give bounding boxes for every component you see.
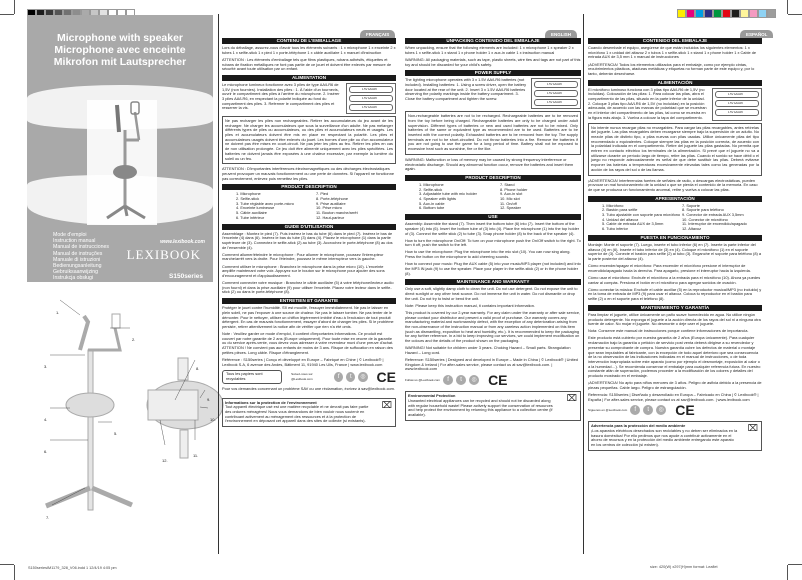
env-title: Informations sur la protection de l'environnement — [225, 399, 317, 405]
manual-section — [588, 196, 762, 232]
battery-compartment-figure — [712, 88, 762, 121]
title-fr: Microphone avec enceinte — [54, 44, 186, 56]
parts-list-item: 2. Bastón para selfie — [602, 207, 638, 213]
crop-mark — [14, 0, 15, 14]
part-label: 12. — [162, 458, 168, 463]
product-parts-diagram — [40, 310, 220, 520]
title-de: Mikrofon mit Lautsprecher — [53, 56, 187, 68]
parts-list-item: 6. Tubo inferior — [602, 226, 628, 232]
crop-mark — [788, 14, 802, 15]
parts-list-item: 8. Soporte para teléfono — [682, 207, 724, 213]
section-heading: PUESTA EN FUNCIONAMIENTO — [588, 235, 762, 241]
paragraph: WARNING: Malfunction or loss of memory may be caused by strong frequency interference or electrostatic discharge. Should any abnormal function occur, remove the batteries and insert them again. — [405, 156, 574, 172]
color-swatch — [686, 9, 695, 18]
manual-section — [222, 298, 396, 427]
battery-cell: 1.5V AA/LR6 — [715, 91, 759, 98]
language-item: Priročnik z navodili — [53, 281, 97, 288]
section-heading: MAINTENANCE AND WARRANTY — [405, 279, 581, 285]
crop-mark — [14, 565, 15, 580]
instagram-icon: ◎ — [469, 375, 479, 385]
part-label: 2. — [132, 337, 136, 342]
paragraph: Cómo encender/apagar el micrófono: Para encender el micrófono presione el interruptor de encendido/apagado hacia la derecha. Para apagarlo, presione el interruptor hacia la izquierda. — [588, 263, 751, 273]
section-heading: CONTENIDO DEL EMBALAJE — [588, 38, 762, 44]
manual-section — [222, 184, 396, 220]
battery-cell: 1.5V AA/LR6 — [349, 86, 393, 93]
language-tab: FRANÇAIS — [360, 30, 395, 38]
reference-info: Référence : S150series | Conçu et développé en Europe – Fabriqué en Chine | © Lexibook® | Lexibook S.A, 6 avenue des Andes, Bâtiment 11, 91940 Les Ulis, France | www.lexibook.com — [222, 356, 384, 367]
paragraph: Note: Please keep this instruction manual, it contains important information. — [405, 302, 535, 308]
facebook-icon: f — [630, 405, 640, 415]
section-heading: CONTENU DE L'EMBALLAGE — [222, 38, 396, 44]
parts-list-item: 11. Bouton marche/arrêt — [316, 210, 358, 216]
parts-list-item: 4. Enceinte lumineuse — [236, 205, 275, 211]
color-swatch — [758, 9, 767, 18]
lexibook-logo: LEXIBOOK — [126, 247, 201, 262]
part-label: 10. — [210, 417, 216, 422]
manual-column — [405, 35, 581, 421]
parts-list-item: 3. Adjustable tube with mic holder — [419, 191, 477, 197]
section-heading: ALIMENTACIÓN — [588, 80, 762, 86]
parts-list-item: 11. On/off — [500, 200, 517, 206]
parts-list-item: 11. Interruptor de encendido/apagado — [682, 221, 747, 227]
language-item: Manual de instrucciones — [53, 244, 109, 251]
parts-list-item: 4. Speaker with lights — [419, 196, 456, 202]
part-label: 6. — [44, 449, 48, 454]
parts-list-item: 10. Mic slot — [500, 196, 520, 202]
language-item: Manuale di istruzioni — [53, 256, 101, 263]
file-info: S150seriesIM1179_328_V06.indd 1 12/4/19 4:05 pm — [28, 566, 117, 570]
paragraph: ATTENTION : D'importantes interférences électromagnétiques ou des décharges électrostatiques peuvent provoquer un mauvais fonctionnement ou une perte de données. Si l'appareil ne fonctionne pas correctement, enlevez puis remettez les piles. — [222, 166, 395, 181]
paragraph: Pour vos demandes concernant un problème SAV ou une réclamation, écrivez à sav@lexibook.com. — [222, 385, 395, 391]
paragraph: When unpacking, ensure that the following elements are included: 1 x microphone 1 x speaker 2 x tubes 1 x selfie-stick 1 x stand 1 x phone holder 1 x aux-in cable 1 x instruction manual — [405, 45, 574, 55]
parts-list-item: 8. Phone holder — [500, 186, 528, 192]
battery-installation — [222, 83, 396, 114]
parts-list-item: 2. Selfie-stick — [236, 196, 260, 202]
paragraph: Cómo conectar la música: Enchufe el cable auxiliar (5) en la reproductor musical/MP3 (no incluido) y en la toma de entrada de MP3 (9) para usar el altavoz. Coloca tu reproductor en el bastón para selfie (2) o en el soporte para el teléfono (8). — [588, 286, 762, 302]
env-title: Environmental Protection — [408, 393, 456, 399]
manual-section — [588, 235, 762, 302]
color-swatch — [749, 9, 758, 18]
parts-list-item: 12. Altavoz — [682, 226, 702, 232]
facebook-icon: f — [443, 375, 453, 385]
section-heading: MANTENIMIENTO Y GARANTÍA — [588, 305, 762, 311]
color-swatch — [740, 9, 749, 18]
environmental-notice — [588, 421, 762, 451]
section-heading: PRODUCT DESCRIPTION — [222, 184, 396, 190]
ce-mark-icon: CE — [488, 371, 508, 388]
part-label: 8. — [196, 366, 200, 371]
parts-list-item: 9. Aux-in slot — [500, 191, 523, 197]
instagram-icon: ◎ — [656, 405, 666, 415]
manual-section — [405, 38, 581, 67]
manual-section — [405, 279, 581, 420]
parts-list-item: 12. Haut-parleur — [316, 214, 345, 220]
battery-installation — [588, 88, 762, 121]
follow-us-label: Suivez-nous sur @Lexibook.com — [291, 372, 313, 382]
parts-list-item: 3. Tubo ajustable con soporte para micrófono — [602, 212, 681, 218]
crop-mark — [787, 0, 788, 14]
battery-cell: 1.5V AA/LR6 — [534, 99, 578, 106]
env-text: Unwanted electrical appliances can be recycled and should not be discarded along with regular household waste! Please actively support the conservation of resources and help protect the environment by returning this appliance to a collection centre (if available). — [408, 397, 553, 417]
color-swatch — [704, 9, 713, 18]
battery-cell: 1.5V AA/LR6 — [715, 100, 759, 107]
env-text: Tout appareil électrique usé est une matière recyclable et ne devrait pas faire partie des ordures ménagères! Nous vous demandons de bien vouloir nous soutenir en contribuant activement au ménagement des ressources et à la protection de l'environnement en déposant cet appareil dans des sites de collecte (si existants). — [225, 404, 369, 424]
language-item: Instruction manual — [53, 238, 96, 245]
color-swatch — [713, 9, 722, 18]
parts-list-item: 6. Tube inférieur — [236, 214, 265, 220]
battery-cell: 1.5V AA/LR6 — [534, 81, 578, 88]
battery-instructions: The lighting microphone operates with 3 x 1.5V AA/LR6 batteries (not included). Installing batteries: 1. Using a screw driver, open the battery door located at the rear of the unit. 2. Insert 3 x 1.5V AA/LR6 batteries observing the polarity markings inside the battery compartment. 3. Close the battery compartment and tighten the screw. — [405, 77, 527, 102]
crossed-bin-icon: ⌧ — [381, 399, 392, 410]
battery-warning-box: Ne pas recharger les piles non rechargeables. Retirer les accumulateurs du jeu avant de les recharger. Ne charger les accumulateurs que sous la surveillance d'un adulte. Ne pas mélanger différents types de piles ou accumulateurs, ou des piles et accumulateurs neufs et usagés. Les piles et accumulateurs doivent être mis en place en respectant la polarité. Les piles et accumulateurs usagés doivent être enlevés du jouet. Les bornes d'une pile ou d'un accumulateur ne doivent pas être mises en court-circuit. Ne pas jeter les piles au feu. Retirer les piles en cas de non utilisation prolongée. Ce jeu doit être alimenté uniquement avec les piles spécifiées. Les batteries ne doivent jamais être exposées à une chaleur excessive, par exemple la lumière du soleil ou un feu. — [222, 116, 396, 164]
parts-list — [588, 204, 762, 232]
section-heading: UNPACKING CONTENIDO DEL EMBALAJE — [405, 38, 581, 44]
parts-list-item: 5. Aux-in cable — [419, 200, 445, 206]
parts-list — [222, 192, 396, 220]
color-swatch — [767, 9, 776, 18]
environmental-notice — [222, 398, 396, 428]
paragraph: Comment utiliser le microphone : Branchez le microphone dans la prise micro (10). L'enceinte amplifie maintenant votre voix. Appuyez sur le bouton sur le microphone pour ajouter des sons d'encouragement et d'applaudissement. — [222, 263, 385, 278]
manual-section — [405, 70, 581, 172]
paragraph: WARNING: All packaging materials, such as tape, plastic sheets, wire ties and tags are not part of this toy and should be discarded for your child's safety. — [405, 56, 581, 67]
manual-section — [588, 38, 762, 77]
section-heading: GUIDE D'UTILISATION — [222, 224, 396, 230]
manual-section — [222, 75, 396, 181]
parts-list-item: 8. Porte-téléphone — [316, 196, 349, 202]
paragraph: WARNING! Not suitable for children under 3 years. Choking Hazard – Small parts. Strangulation Hazard – Long cord. — [405, 345, 571, 355]
follow-us-label: Síguenos en @Lexibook.com — [588, 407, 628, 412]
parts-list-item: 2. Selfie-stick — [419, 186, 443, 192]
battery-cell: 1.5V AA/LR6 — [349, 95, 393, 102]
paragraph: Para limpiar el juguete, utilice únicamente un paño suave humedecido en agua. No utilice ningún producto detergente. No exponga el juguete a la acción directa de los rayos del sol ni a ninguna otra fuente de calor. No mojar el juguete. No desmonte o deje caer el juguete. — [588, 311, 761, 327]
parts-list-item: 12. Speaker — [500, 205, 521, 211]
ce-mark-icon: CE — [675, 401, 695, 418]
section-heading: APRESENTACIÓN — [588, 196, 762, 202]
paragraph: Only use a soft, slightly damp cloth to clean the unit. Do not use detergent. Do not expose the unit to direct sunlight or any other heat source. Do not immerse the unit in water. Do not dismantle or drop the unit. Do not try to twist or bend the unit. — [405, 286, 578, 301]
language-item: Instrukcja obsługi — [53, 275, 94, 282]
part-label: 5. — [114, 431, 118, 436]
paragraph: This product is covered by our 2-year warranty. For any claim under the warranty or after sale service, please contact your distributor and present a valid proof of purchase. Our warranty covers any manufacturing material and workmanship defect, with the exception of any deterioration arising from the non-observance of the instruction manual or from any careless action implemented on this item (such as dismantling, exposition to heat and humidity, etc.). It is recommended to keep the packaging for any further reference. In a bid to keep improving our services, we could implement modification on the colours and the details of the product shown on the packaging. — [405, 309, 581, 344]
paragraph: Cuando desembale el equipo, asegúrese de que están incluidos los siguientes elementos: 1 x micrófono 1 x unidad del altavoz 2 x tubos 1 x selfie-stick 1 x stand 1 x phone holder 1 x Cable de entrada AUX de 3,5 mm 1 x manual de instrucciones — [588, 45, 757, 60]
title-en: Microphone with speaker — [56, 32, 184, 44]
part-label: 7. — [46, 515, 50, 520]
battery-instructions: Le microphone lumineux fonctionne avec 3 piles de type AA/LR6 de 1,5V (non fournies). Installation des piles : 1. À l'aide d'un tournevis, ouvrir le compartiment des piles à l'arrière du microphone. 2. Insérer 3 piles AA/LR6, en respectant la polarité indiquée au fond du compartiment des piles. 3. Refermer le compartiment des piles et resserrer la vis. — [222, 81, 340, 111]
language-item: Bedienungsanleitung — [53, 263, 102, 270]
language-tab: ESPAÑOL — [740, 30, 773, 38]
twitter-icon: t — [346, 372, 355, 382]
cover-title — [27, 32, 213, 68]
battery-instructions: El micrófono luminoso funciona con 3 pilas tipo AA/LR6 de 1,5V (no incluidas). Colocación de las pilas: 1. Para colocar las pilas, abra el compartimento de las pilas, situado en la parte inferior de la unidad. 2. Coloque 3 pilas tipo AA/LR6 de 1,5V (no incluidas) en la posición adecuada, de acuerdo con las marcas de polaridad que se muestran en el interior del compartimento de las pilas, tal como se muestra en la figura más abajo. 3. Vuelva a colocar la tapa del compartimento. — [588, 86, 707, 120]
paragraph: Protéger le jouet contre l'humidité. S'il est mouillé, l'essuyer immédiatement. Ne pas le laisser en plein soleil, ne pas l'exposer à une source de chaleur. Ne pas le laisser tomber. Ne pas tenter de le démonter. Pour le nettoyer, utiliser un chiffon légèrement imbibé d'eau à l'exclusion de tout produit détergent. En cas de mauvais fonctionnement, essayer d'abord de changer les piles. Si le problème persiste, retirer attentivement la notice afin de vérifier que rien n'a été omis. — [222, 305, 394, 329]
paragraph: Cómo usar el micrófono: Enchufe el micrófono a la entrada para el micrófono (10). Ahora ya puedes cantar al compás. Presiona el botón en el micrófono para agregar sonidos de ovación. — [588, 274, 761, 285]
cover-website: www.lexibook.com — [160, 239, 205, 245]
color-swatch — [722, 9, 731, 18]
parts-list-item: 1. Micrófono — [602, 202, 624, 208]
manual-section — [222, 38, 396, 72]
battery-compartment-figure — [346, 83, 396, 114]
paragraph: Lors du déballage, assurez-vous d'avoir tous les éléments suivants : 1 x microphone 1 x enceinte 2 x tubes 1 x selfie-stick 1 x pied 1 x porte-téléphone 1 x câble auxiliaire 1 x manuel d'instruction — [222, 45, 396, 55]
language-item: Gebruiksaanwijzing — [53, 269, 98, 276]
paragraph: How to connect your music: Plug the AUX cable (5) into your music/MP3 player (not included) and into the MP3 IN jack (9) to use the speaker. Place your player in the selfie-stick (2) or in the phone holder (8). — [405, 261, 581, 276]
paragraph: Comment allumer/éteindre le microphone : Pour allumer le microphone, poussez l'interrupteur marche/arrêt vers la droite. Pour l'éteindre, poussez le même interrupteur vers la gauche. — [222, 251, 384, 262]
battery-cell: 1.5V AA/LR6 — [534, 90, 578, 97]
manual-section — [405, 175, 581, 211]
section-heading: PRODUCT DESCRIPTION — [405, 175, 581, 181]
parts-list-item: 10. Conector de micrófono — [682, 216, 728, 222]
paragraph: ¡ADVERTENCIA! Todos los elementos utilizados para el embalaje, como por ejemplo cintas, recubrimientos plásticos, ataduras metálicas y etiquetas no forman parte de este equipo y, por lo tanto, deberán desecharse. — [588, 61, 755, 76]
series-label: S150series — [169, 273, 203, 280]
parts-list-item: 9. Conector de entrada AUX 3,5mm — [682, 212, 744, 218]
battery-compartment-figure — [531, 78, 581, 109]
parts-list-item: 3. Tube réglable avec porte-micro — [236, 200, 294, 206]
parts-list-item: 7. Pied — [316, 191, 329, 197]
color-swatch — [695, 9, 704, 18]
part-label: 4. — [44, 417, 48, 422]
cover-panel — [27, 15, 213, 288]
parts-list-item: 1. Microphone — [236, 191, 261, 197]
social-and-certification — [405, 371, 581, 388]
paragraph: ATTENTION : Les éléments d'emballage tels que films plastiques, rubans adhésifs, étiquettes et rubans de fixation métalliques ne font pas partie de ce jouet et doivent être enlevés par mesure de sécurité avant toute utilisation par un enfant. — [222, 56, 392, 72]
paragraph: Note : Veuillez garder ce mode d'emploi, il contient d'importantes informations. Ce produit est couvert par notre garantie de 2 ans (Europe uniquement). Pour toute mise en œuvre de la garantie ou du service après-vente, vous devez vous adresser à votre revendeur muni d'une preuve d'achat. ATTENTION ! Ne convient pas aux enfants de moins de 3 ans. Risque de suffocation en raison des petites pièces. Long câble. Risque d'étranglement. — [222, 331, 394, 355]
part-label: 3. — [44, 364, 48, 369]
crossed-bin-icon: ⌧ — [747, 423, 758, 434]
column-divider — [583, 14, 584, 554]
paragraph: How to turn the microphone On/Off: To turn on your microphone push the On/Off switch to the right. To turn it off, push the switch to the left. — [405, 237, 581, 248]
color-swatch — [731, 9, 740, 18]
crossed-bin-icon: ⌧ — [566, 393, 577, 404]
microphone-stand-image — [87, 100, 157, 225]
manual-section — [405, 214, 581, 276]
parts-list-item: 4. Unidad del altavoz — [602, 216, 639, 222]
color-calibration-bars — [677, 9, 776, 18]
paragraph: Nota: Conserve este manual de instrucciones porque contiene informaciones de importancia. — [588, 328, 749, 334]
reference-info: Reference: S150series | Designed and developed in Europe – Made in China | © Lexibook® | United Kingdom & Ireland | For after-sales service, please contact us at sav@lexibook.com. | www.lexibook.com — [405, 357, 578, 372]
battery-warning-box: Non-rechargeable batteries are not to be recharged. Rechargeable batteries are to be removed from the toy before being charged. Rechargeable batteries are only to be charged under adult supervision. Different types of batteries or new and used batteries are not to be mixed. Only batteries of the same or equivalent type as recommended are to be used. Batteries are to be inserted with the correct polarity. Exhausted batteries are to be removed from the toy. The supply terminals are not to be short-circuited. Do not throw batteries into a fire. Remove the batteries if you are not going to use the game for a long period of time. Battery shall not be exposed to excessive heat such as sunshine, fire or the like. — [405, 111, 581, 155]
part-label: 9. — [207, 397, 211, 402]
paragraph: Comment connecter votre musique : Branchez le câble auxiliaire (5) à votre téléphone/lecteur audio (non fourni) et dans la prise auxiliaire (9) pour utiliser l'enceinte. Placez votre lecteur dans le selfie-stick (2) ou dans le porte-téléphone (8). — [222, 280, 394, 295]
twitter-icon: t — [643, 405, 653, 415]
paragraph: Este producto está cubierto por nuestra garantía de 2 años (Europa únicamente). Para cualquier reclamación bajo la garantía o petición de servicio post venta deberá dirigirse a su revendedor y presentar su comprobante de compra. Nuestra garantía cubre los defectos de material o montaje que sean imputables al fabricante, con la excepción de todo aquel deterioro que sea consecuencia de la no observación de las indicaciones indicadas en el manual de instrucciones, o de toda intervención inapropiada sobre este aparato (como por ejemplo el desmontaje, exposición al calor o a la humedad…). Se recomienda conservar el embalaje para cualquier referencia futura. En nuestro constante afán de superación, podemos proceder a la modificación de los colores y detalles del producto mostrado en el embalaje. — [588, 335, 761, 379]
paragraph: Assembly: Assemble the stand (7). Then insert the bottom tube (6) into (7). Insert the bottom of the speaker (4) into (6). Insert the bottom tube of (3) into (4). Place the microphone (1) into the top holder of (3). Connect the selfie stick (2) to tube (3). Snap phone holder (8) to the back of the speaker (4). — [405, 221, 580, 236]
section-heading: POWER SUPPLY — [405, 70, 581, 76]
manual-section — [588, 80, 762, 193]
color-swatch — [677, 9, 686, 18]
twitter-icon: t — [456, 375, 466, 385]
instagram-icon: ◎ — [360, 374, 366, 381]
language-item: Mode d'emploi — [53, 232, 87, 238]
environmental-notice — [405, 391, 581, 421]
env-text: ¡Los aparatos eléctricos desechados son reciclables y no deben ser eliminados en la basura doméstica! Por ello pedimos que nos ayude a contribuir activamente en el ahorro de recursos y en la protección del medio ambiente entregando este aparato en los centros de colección (si existen). — [591, 428, 738, 448]
manual-column — [222, 35, 396, 427]
language-tab: ENGLISH — [545, 30, 577, 38]
crop-mark — [788, 564, 802, 565]
parts-list-item: 1. Microphone — [419, 181, 444, 187]
section-heading: ALIMENTATION — [222, 75, 396, 81]
parts-list-item: 5. Cable de entrada AUX de 3,5mm — [602, 221, 664, 227]
recycling-note: Tous les papiers sont recyclables — [222, 370, 282, 383]
facebook-icon: f — [334, 372, 343, 382]
reference-info: Referencia: S150series | Diseñado y desarrollado en Europa – Fabricado en China | © Lexibook® | España | For after-sales service, please contact us at sav@lexibook.com. | www.lexibook.com — [588, 391, 759, 402]
parts-list-item: 7. Stand — [500, 181, 515, 187]
parts-list-item: 10. Prise micro — [316, 205, 342, 211]
parts-list — [405, 183, 581, 211]
crop-mark — [787, 565, 788, 580]
size-info: size: 420(W) x297(H)mm format: Leaflet — [650, 565, 718, 569]
crop-mark — [0, 564, 14, 565]
paragraph: How to use the microphone: Plug the microphone into the mic slot (10). You can now sing along. Press the button on the microphone to add cheering sounds. — [405, 249, 571, 260]
follow-us-label: Follow us @Lexibook.com — [405, 377, 441, 382]
language-list — [53, 232, 109, 288]
manual-section — [588, 305, 762, 451]
social-and-certification — [222, 370, 396, 383]
env-title: Advertencia para la protección del medio ambiente — [591, 423, 686, 429]
part-label: 1. — [56, 310, 60, 315]
battery-installation — [405, 78, 581, 109]
part-label: 11. — [193, 453, 199, 458]
language-item: Manual de instruções — [53, 250, 103, 257]
crop-mark — [0, 14, 14, 15]
paragraph: Montaje: Monte el soporte (7). Luego, inserte el tubo inferior (6) en (7). Inserte la parte inferior del altavoz (4) en (6). Inserte el tubo inferior de (3) en (4). Coloque el micrófono (1) en el soporte superior de (3). Conecte el bastón para selfie (2) al tubo (3). Enganche el soporte para teléfono (8) a la parte posterior del altavoz (4). — [588, 241, 762, 261]
manual-section — [222, 224, 396, 296]
social-and-certification — [588, 401, 762, 418]
section-heading: USE — [405, 214, 581, 220]
paragraph: Assemblage : Montez le pied (7). Puis insérez le bas du tube (6) dans le pied (7). Insérez le bas de l'enceinte (4) dans (6). Insérez le bas du tube (3) dans (4). Placez le microphone (1) dans la partie supérieure de (3). Connectez le selfie-stick (2) au tube (3). Accrochez le porte-téléphone (8) au dos de l'ensemble (4). — [222, 230, 393, 250]
ce-mark-icon: CE — [376, 368, 396, 385]
section-heading: ENTRETIEN ET GARANTIE — [222, 298, 396, 304]
parts-list-item: 6. Bottom tube — [419, 205, 445, 211]
parts-list-item: 9. Prise auxiliaire — [316, 200, 346, 206]
battery-cell: 1.5V AA/LR6 — [349, 104, 393, 111]
paragraph: ¡ADVERTENCIA! No apto para niños menores de 3 años. Peligro de asfixia debido a la presencia de piezas pequeñas. Cable largo. Peligro de estrangulación. — [588, 380, 762, 390]
parts-list-item: 5. Câble auxiliaire — [236, 210, 267, 216]
battery-cell: 1.5V AA/LR6 — [715, 109, 759, 116]
column-divider — [218, 14, 219, 554]
parts-list-item: 7. Soporte — [682, 202, 700, 208]
paragraph: ¡ADVERTENCIA! Interferencias fuertes de señales de radio, o descargas electrostáticas, pueden provocar un mal funcionamiento de la unidad o que se pierda el contenido de la memoria. En caso de que se produzca un funcionamiento anormal, retire y vuelva a colocar las pilas. — [588, 177, 758, 192]
manual-column — [588, 35, 762, 451]
battery-warning-box: No intente nunca recargar pilas no recargables. Para cargar las pilas recargables, antes retírelas del juguete. Las pilas recargables deben recargarse siempre bajo la supervisión de un adulto. No mezcle pilas de distinto tipo, o pilas nuevas con pilas usadas. Utilice únicamente pilas del tipo recomendado o equivalentes. Coloque siempre las pilas en la posición correcta, de acuerdo con la polaridad indicada en el compartimento. Retire del juguete las pilas gastadas. No permita que entren en contacto eléctrico los terminales de la alimentación. Si prevé que el juguete no va a utilizarse durante un período largo de tiempo, retire las pilas. Cuando el sonido se hace débil o el juego no responde adecuadamente es señal de que debe sustituir las pilas. Deberá evitarse exponer las baterías a temperaturas excesivamente elevadas tales como las generadas por la acción de los rayos del sol o de las llamas. — [588, 123, 762, 176]
